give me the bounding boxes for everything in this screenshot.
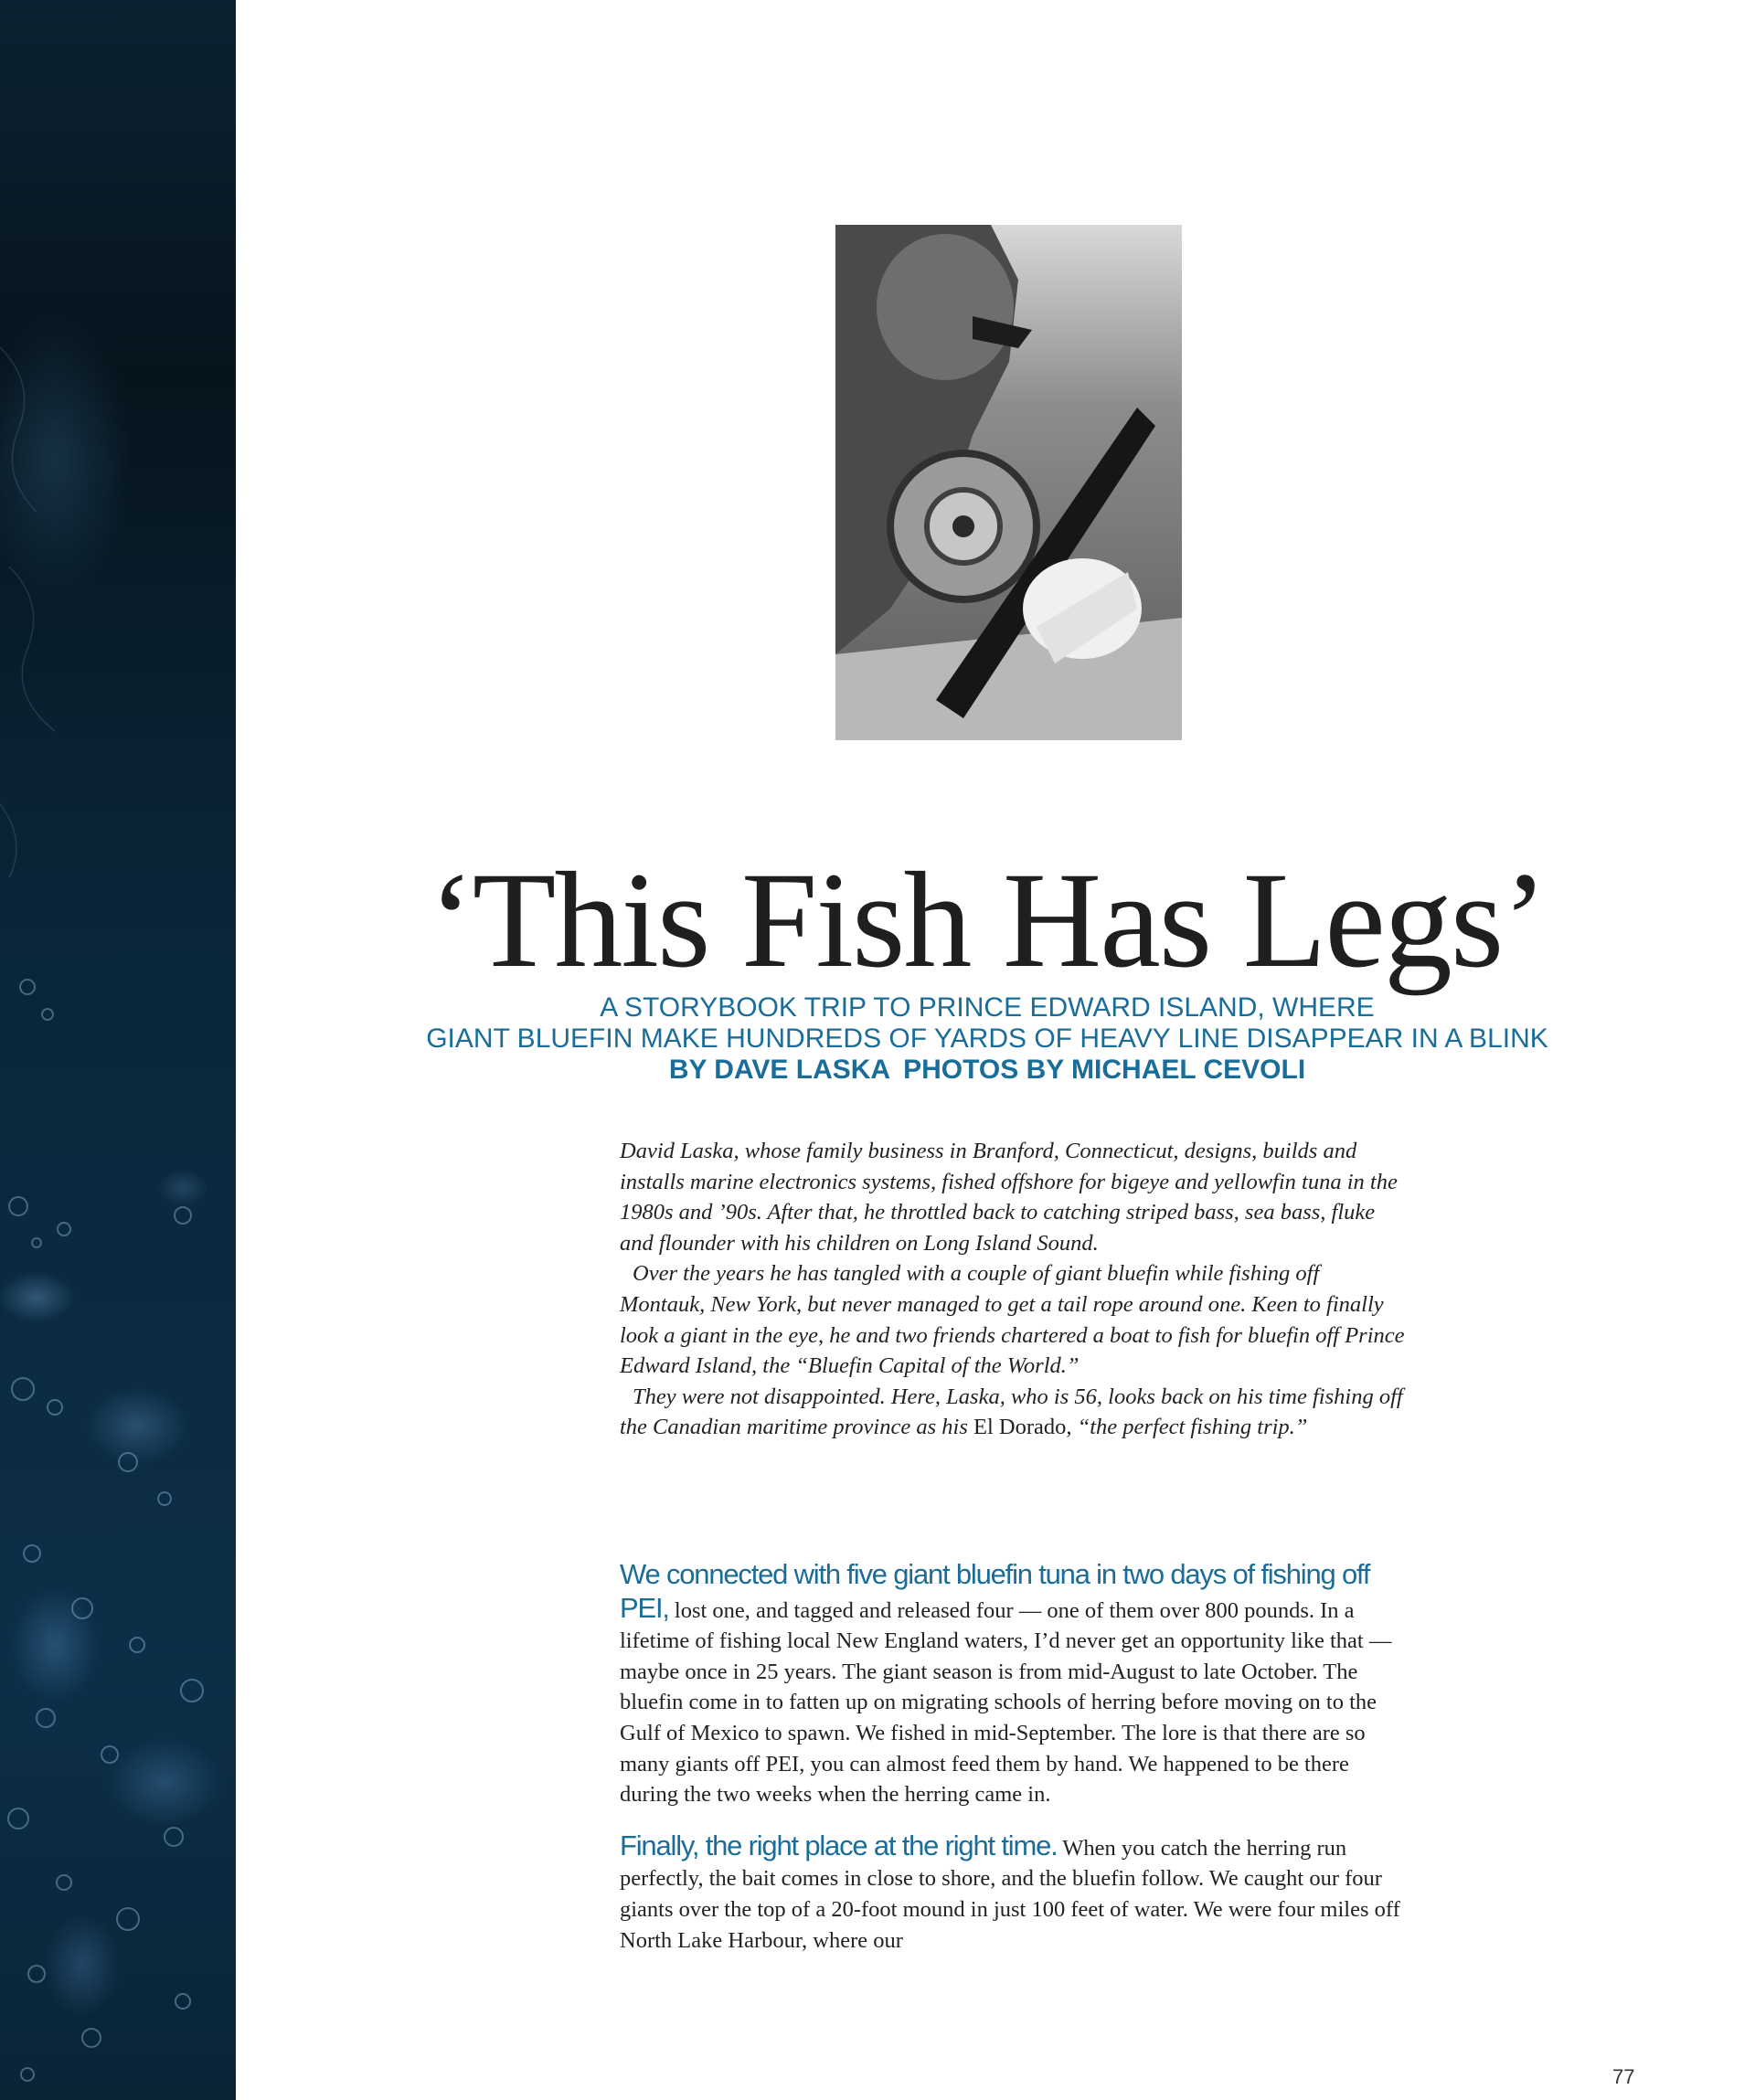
paragraph-text: When you catch the herring run perfectly, the bait comes in close to shore, and the bluefin follow. We caught our four giants over the top of a 20-foot mound in just 100 feet of water. We were four miles off North Lake Harbour, where our: [620, 1835, 1400, 1953]
ocean-water-photo: [0, 0, 236, 2100]
intro-paragraph: [620, 1382, 1406, 1443]
paragraph-text: lost one, and tagged and released four — one of them over 800 pounds. In a lifetime of fishing local New England waters, I’d never get an opportunity like that — maybe once in 25 years. The giant season is from mid-August to late October. The bluefin come in to fatten up on migrating schools of herring before moving on to the Gulf of Mexico to spawn. We fished in mid-September. The lore is that there are so many giants off PEI, you can almost feed them by hand. We happened to be there during the two weeks when the herring came in.: [620, 1597, 1392, 1808]
article-dek: [347, 992, 1627, 1086]
paragraph-lead-in: We connected with five giant bluefin tuna in two days of fishing off PEI,: [620, 1558, 1370, 1624]
author-byline: BY DAVE LASKA: [668, 1055, 891, 1085]
paragraph-lead-in: Finally, the right place at the right time.: [620, 1829, 1058, 1861]
dek-line-1: A STORYBOOK TRIP TO PRINCE EDWARD ISLAND, WHERE: [600, 992, 1375, 1023]
intro-text-span: , “the perfect fishing trip.”: [1066, 1415, 1308, 1440]
dek-line-2: GIANT BLUEFIN MAKE HUNDREDS OF YARDS OF HEAVY LINE DISAPPEAR IN A BLINK: [426, 1023, 1548, 1054]
intro-roman-span: El Dorado: [973, 1415, 1067, 1440]
intro-paragraph: David Laska, whose family business in Branford, Connecticut, designs, builds and installs marine electronics systems, fished offshore for bigeye and yellowfin tuna in the 1980s and ’90s. After that, he throttled back to catching striped bass, sea bass, fluke and flounder with his children on Long Island Sound.: [620, 1139, 1398, 1256]
intro-paragraph: Over the years he has tangled with a couple of giant bluefin while fishing off Montauk, New York, but never managed to get a tail rope around one. Keen to finally look a giant in the eye, he and two friends chartered a boat to fish for bluefin off Prince Edward Island, the “Bluefin Capital of the World.”: [620, 1261, 1405, 1379]
intro-text: [620, 1136, 1406, 1443]
photo-credit: PHOTOS BY MICHAEL CEVOLI: [903, 1055, 1306, 1085]
article-title: ‘This Fish Has Legs’: [428, 844, 1547, 996]
angler-reel-illustration: [835, 225, 1182, 740]
intro-text-span: They were not disappointed. Here, Laska, who is 56, looks back on his time fishing off the Canadian maritime province as his: [620, 1384, 1403, 1440]
article-body: [620, 1559, 1406, 1976]
angler-reel-photo: [835, 225, 1182, 740]
body-paragraph: [620, 1830, 1406, 1956]
body-paragraph: [620, 1559, 1406, 1810]
page-number: 77: [1612, 2065, 1635, 2088]
water-texture: [0, 0, 236, 2100]
byline-line: [347, 1055, 1627, 1086]
